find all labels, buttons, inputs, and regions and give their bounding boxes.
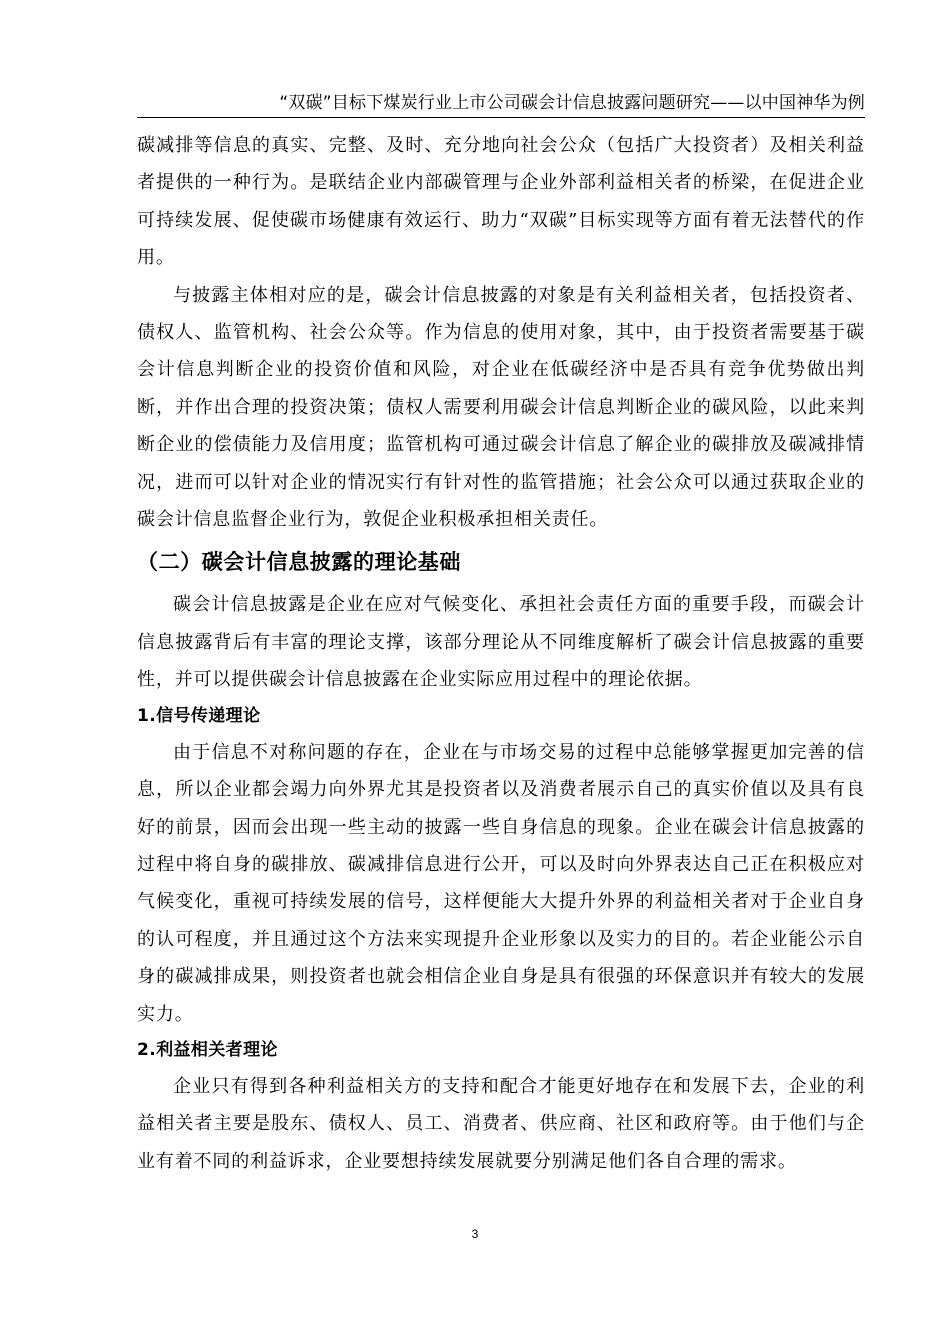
page-number: 3	[471, 1227, 479, 1241]
paragraph-signaling-theory: 由于信息不对称问题的存在，企业在与市场交易的过程中总能够掌握更加完善的信息，所以企业都会竭力向外界尤其是投资者以及消费者展示自己的真实价值以及具有良好的前景，因而会出现一些主动的披露一些自身信息的现象。企业在碳会计信息披露的过程中将自身的碳排放、碳减排信息进行公开，可以及时向外界表达自己正在积极应对气候变化，重视可持续发展的信号，这样便能大大提升外界的利益相关者对于企业自身的认可程度，并且通过这个方法来实现提升企业形象以及实力的目的。若企业能公示自身的碳减排成果，则投资者也就会相信企业自身是具有很强的环保意识并有较大的发展实力。	[137, 741, 865, 1025]
subheading-stakeholder-theory: 2.利益相关者理论	[137, 1039, 278, 1060]
header-divider	[137, 117, 865, 118]
subheading-signaling-theory: 1.信号传递理论	[137, 705, 261, 726]
paragraph-disclosure-recipients: 与披露主体相对应的是，碳会计信息披露的对象是有关利益相关者，包括投资者、债权人、监管机构、社会公众等。作为信息的使用对象，其中，由于投资者需要基于碳会计信息判断企业的投资价值和风险，对企业在低碳经济中是否具有竞争优势做出判断，并作出合理的投资决策；债权人需要利用碳会计信息判断企业的碳风险，以此来判断企业的偿债能力及信用度；监管机构可通过碳会计信息了解企业的碳排放及碳减排情况，进而可以针对企业的情况实行有针对性的监管措施；社会公众可以通过获取企业的碳会计信息监督企业行为，敦促企业积极承担相关责任。	[137, 284, 865, 531]
paragraph-theory-intro: 碳会计信息披露是企业在应对气候变化、承担社会责任方面的重要手段，而碳会计信息披露背后有丰富的理论支撑，该部分理论从不同维度解析了碳会计信息披露的重要性，并可以提供碳会计信息披露在企业实际应用过程中的理论依据。	[137, 594, 865, 691]
section-heading-theoretical-basis: （二）碳会计信息披露的理论基础	[137, 550, 461, 575]
body-text	[137, 127, 865, 1180]
paragraph-carbon-disclosure-definition: 碳减排等信息的真实、完整、及时、充分地向社会公众（包括广大投资者）及相关利益者提供的一种行为。是联结企业内部碳管理与企业外部利益相关者的桥梁，在促进企业可持续发展、促使碳市场健康有效运行、助力“双碳”目标实现等方面有着无法替代的作用。	[137, 135, 865, 269]
running-header: “双碳”目标下煤炭行业上市公司碳会计信息披露问题研究——以中国神华为例	[279, 93, 865, 113]
paragraph-stakeholder-theory: 企业只有得到各种利益相关方的支持和配合才能更好地存在和发展下去，企业的利益相关者主要是股东、债权人、员工、消费者、供应商、社区和政府等。由于他们与企业有着不同的利益诉求，企业要想持续发展就要分别满足他们各自合理的需求。	[137, 1075, 865, 1172]
